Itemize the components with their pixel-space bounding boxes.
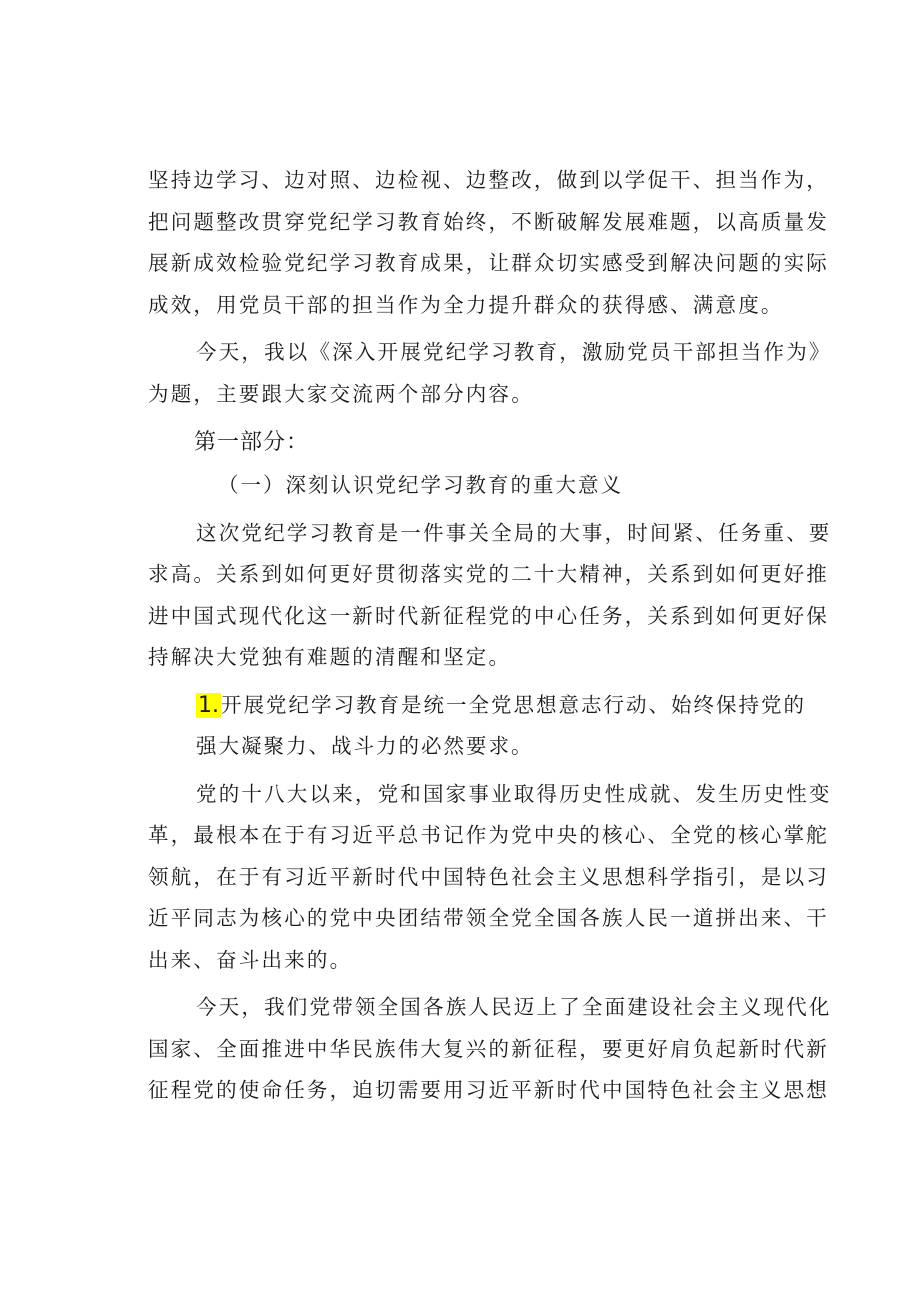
text-line: 党的十八大以来，党和国家事业取得历史性成就、发生历史性变 <box>196 781 832 806</box>
paragraph-significance <box>148 513 832 679</box>
highlighted-point-number: 1. <box>198 692 219 718</box>
text-line: 坚持边学习、边对照、边检视、边整改，做到以学促干、担当作为， <box>148 168 829 192</box>
paragraph-today <box>148 987 832 1112</box>
text-line: 今天，我们党带领全国各族人民迈上了全面建设社会主义现代化 <box>196 995 832 1019</box>
section-heading: 第一部分： <box>194 430 310 455</box>
subsection-heading: （一）深刻认识党纪学习教育的重大意义 <box>218 473 623 497</box>
text-line: 领航，在于有习近平新时代中国特色社会主义思想科学指引，是以习 <box>148 864 829 889</box>
paragraph-continuation <box>148 160 829 326</box>
text-line: 革，最根本在于有习近平总书记作为党中央的核心、全党的核心掌舵 <box>148 823 829 847</box>
point-title: 开展党纪学习教育是统一全党思想意志行动、始终保持党的 <box>221 692 806 717</box>
document-body <box>148 160 832 1112</box>
text-line: 成效，用党员干部的担当作为全力提升群众的获得感、满意度。 <box>148 292 784 317</box>
text-line: 为题，主要跟大家交流两个部分内容。 <box>148 381 534 406</box>
text-line: 近平同志为核心的党中央团结带领全党全国各族人民一道拼出来、干 <box>148 906 829 930</box>
text-line: 求高。关系到如何更好贯彻落实党的二十大精神，关系到如何更好推 <box>148 562 829 586</box>
text-line: 这次党纪学习教育是一件事关全局的大事，时间紧、任务重、要 <box>196 520 832 545</box>
text-line: 持解决大党独有难题的清醒和坚定。 <box>148 645 512 669</box>
text-line: 展新成效检验党纪学习教育成果，让群众切实感受到解决问题的实际 <box>148 251 829 275</box>
text-line: 征程党的使命任务，迫切需要用习近平新时代中国特色社会主义思想 <box>148 1078 829 1102</box>
point-second-line: 强大凝聚力、战斗力的必然要求。 <box>196 734 534 758</box>
text-line: 今天，我以《深入开展党纪学习教育，激励党员干部担当作为》 <box>196 340 832 364</box>
text-line: 出来、奋斗出来的。 <box>148 947 353 972</box>
point-first-line <box>148 685 806 727</box>
text-line: 进中国式现代化这一新时代新征程党的中心任务，关系到如何更好保 <box>148 603 829 628</box>
text-line: 国家、全面推进中华民族伟大复兴的新征程，要更好肩负起新时代新 <box>148 1036 829 1061</box>
point-item <box>148 685 806 768</box>
text-line: 把问题整改贯穿党纪学习教育始终，不断破解发展难题，以高质量发 <box>148 209 829 234</box>
paragraph-intro <box>148 332 832 415</box>
paragraph-history <box>148 774 832 982</box>
